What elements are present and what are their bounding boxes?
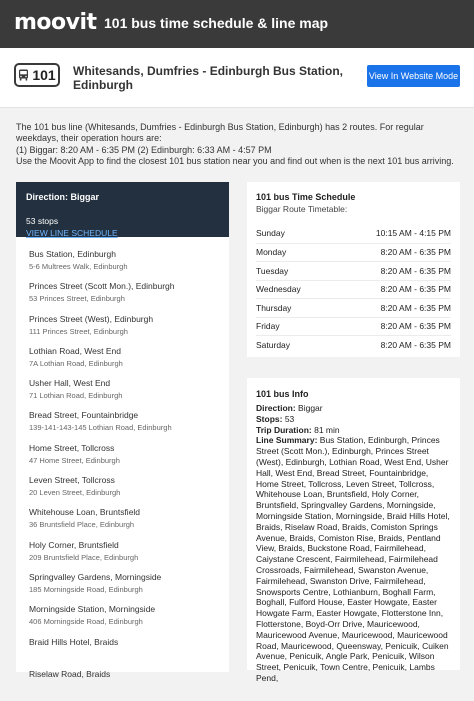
schedule-title: 101 bus Time Schedule — [256, 192, 356, 202]
stop-name: Bus Station, Edinburgh — [29, 249, 116, 259]
route-badge — [14, 63, 60, 87]
stop-name: Princes Street (West), Edinburgh — [29, 313, 154, 324]
time-schedule-card — [247, 182, 460, 357]
info-line-summary — [256, 435, 451, 683]
info-value: Biggar — [298, 403, 323, 413]
schedule-hours: 8:20 AM - 6:35 PM — [380, 302, 451, 313]
route-name: Whitesands, Dumfries - Edinburgh Bus Station, Edinburgh — [73, 64, 344, 92]
stop-address: 71 Lothian Road, Edinburgh — [29, 391, 123, 401]
schedule-day: Sunday — [256, 228, 285, 239]
route-number: 101 — [32, 67, 56, 83]
info-title: 101 bus Info — [256, 389, 309, 399]
list-item[interactable] — [29, 281, 229, 313]
info-duration — [256, 425, 451, 436]
list-item[interactable] — [29, 378, 229, 410]
direction-title: Direction: Biggar — [26, 192, 100, 202]
list-item[interactable] — [29, 507, 229, 539]
stop-address: 406 Morningside Road, Edinburgh — [29, 617, 143, 627]
schedule-hours: 8:20 AM - 6:35 PM — [380, 339, 451, 350]
schedule-hours: 10:15 AM - 4:15 PM — [375, 228, 451, 239]
view-website-mode-button[interactable]: View In Website Mode — [367, 65, 460, 87]
schedule-hours: 8:20 AM - 6:35 PM — [380, 284, 451, 295]
moovit-logo[interactable]: moovit — [14, 10, 97, 35]
stop-name: Princes Street (Scott Mon.), Edinburgh — [29, 281, 175, 292]
info-value: 81 min — [314, 424, 340, 435]
stop-name: Lothian Road, West End — [29, 345, 121, 356]
stop-address: 209 Bruntsfield Place, Edinburgh — [29, 552, 139, 562]
app-header — [0, 0, 474, 48]
list-item[interactable] — [29, 475, 229, 507]
schedule-subtitle: Biggar Route Timetable: — [256, 204, 348, 214]
stop-address: 5-6 Multrees Walk, Edinburgh — [29, 262, 128, 271]
direction-panel — [16, 182, 229, 679]
stop-name: Holy Corner, Bruntsfield — [29, 539, 119, 550]
schedule-day: Monday — [256, 247, 287, 258]
intro-text — [16, 122, 456, 167]
schedule-day: Tuesday — [256, 265, 289, 276]
schedule-table — [256, 224, 451, 354]
stop-name: Riselaw Road, Braids — [29, 668, 111, 679]
list-item[interactable] — [29, 314, 229, 346]
stop-name: Morningside Station, Morningside — [29, 604, 156, 615]
direction-header — [16, 182, 229, 237]
schedule-day: Thursday — [256, 302, 292, 313]
route-card — [0, 48, 474, 108]
list-item[interactable] — [29, 249, 229, 281]
table-row — [256, 280, 451, 299]
list-item[interactable] — [29, 669, 229, 701]
table-row — [256, 335, 451, 354]
table-row — [256, 317, 451, 336]
info-value: Bus Station, Edinburgh, Princes Street (Scott Mon.), Edinburgh, Princes Street (West), Edinburgh, Lothian Road, West End, Usher Hall, West End, Bread Street, Fountainbridge, Home Street, Tollcross, Leven Street, Tollcross, Whitehouse Loan, Bruntsfield, Holy Corner, Bruntsfield, Springvalley Gardens, Morningside, Morningside Station, Morningside, Braid Hills Hotel, Braids, Riselaw Road, Braids, Comiston Springs Avenue, Braids, Comiston Rise, Braids, Pentland View, Braids, Buckstone Road, Fairmilehead, Caiystane Crescent, Fairmilehead, Fairmilehead Crossroads, Fairmilehead, Swanston Avenue, Fairmilehead, Swanston Drive, Fairmilehead, Snowsports Centre, Lothianburn, Boghall Farm, Boghall, Fulford House, Easter Howgate, Easter Howgate Farm, Easter Howgate, Flotterstone Inn, Flotterstone, Boyd-Orr Drive, Mauricewood, Mauricewood Avenue, Mauricewood, Mauricewood Road, Mauricewood, Queensway, Penicuik, Cuiken Avenue, Penicuik, Angle Park, Penicuik, Wilson Street, Penicuik, Town Centre, Penicuik, Lambs Pend, — [256, 435, 450, 683]
stop-name: Springvalley Gardens, Morningside — [29, 571, 162, 582]
stop-address: 47 Home Street, Edinburgh — [29, 455, 120, 465]
list-item[interactable] — [29, 346, 229, 378]
intro-line: The 101 bus line (Whitesands, Dumfries - Edinburgh Bus Station, Edinburgh) has 2 routes. For regular weekdays, their operation hours are: — [16, 122, 424, 144]
stop-address: 139-141-143-145 Lothian Road, Edinburgh — [29, 423, 172, 433]
stop-name: Braid Hills Hotel, Braids — [29, 636, 119, 647]
schedule-hours: 8:20 AM - 6:35 PM — [380, 265, 451, 276]
info-stops — [256, 414, 451, 425]
direction-stop-count: 53 stops — [26, 216, 59, 226]
stop-name: Usher Hall, West End — [29, 378, 111, 389]
intro-line: Use the Moovit App to find the closest 101 bus station near you and find out when is the next 101 bus arriving. — [16, 155, 454, 166]
page-title: 101 bus time schedule & line map — [104, 15, 329, 31]
stop-address: 111 Princes Street, Edinburgh — [29, 326, 128, 336]
stop-name: Whitehouse Loan, Bruntsfield — [29, 507, 141, 518]
intro-line: (1) Biggar: 8:20 AM - 6:35 PM (2) Edinburgh: 6:33 AM - 4:57 PM — [16, 144, 272, 155]
list-item[interactable] — [29, 410, 229, 442]
schedule-day: Wednesday — [256, 284, 301, 295]
table-row — [256, 298, 451, 317]
list-item[interactable] — [29, 540, 229, 572]
schedule-hours: 8:20 AM - 6:35 PM — [380, 321, 451, 332]
bus-info-card — [247, 378, 460, 683]
table-row — [256, 224, 451, 243]
schedule-hours: 8:20 AM - 6:35 PM — [380, 247, 451, 258]
stop-address: 36 Bruntsfield Place, Edinburgh — [29, 520, 135, 530]
view-line-schedule-link[interactable]: VIEW LINE SCHEDULE — [26, 228, 118, 238]
bus-icon — [18, 69, 29, 81]
info-label: Stops: — [256, 413, 283, 424]
stop-list — [16, 237, 229, 701]
schedule-day: Friday — [256, 321, 280, 332]
info-direction — [256, 403, 451, 414]
stop-name: Leven Street, Tollcross — [29, 475, 115, 486]
info-label: Line Summary: — [256, 435, 318, 446]
info-label: Trip Duration: — [256, 424, 312, 435]
info-label: Direction: — [256, 403, 296, 413]
stop-address: 53 Princes Street, Edinburgh — [29, 294, 125, 304]
info-value: 53 — [284, 413, 295, 424]
stop-name: Home Street, Tollcross — [29, 442, 115, 453]
list-item[interactable] — [29, 637, 229, 669]
table-row — [256, 261, 451, 280]
stop-name: Bread Street, Fountainbridge — [29, 410, 139, 421]
list-item[interactable] — [29, 572, 229, 604]
schedule-day: Saturday — [256, 339, 291, 350]
stop-address: 20 Leven Street, Edinburgh — [29, 488, 121, 498]
table-row — [256, 243, 451, 262]
list-item[interactable] — [29, 604, 229, 636]
stop-address: 7A Lothian Road, Edinburgh — [29, 358, 123, 368]
stop-address: 185 Morningside Road, Edinburgh — [29, 584, 143, 594]
list-item[interactable] — [29, 443, 229, 475]
